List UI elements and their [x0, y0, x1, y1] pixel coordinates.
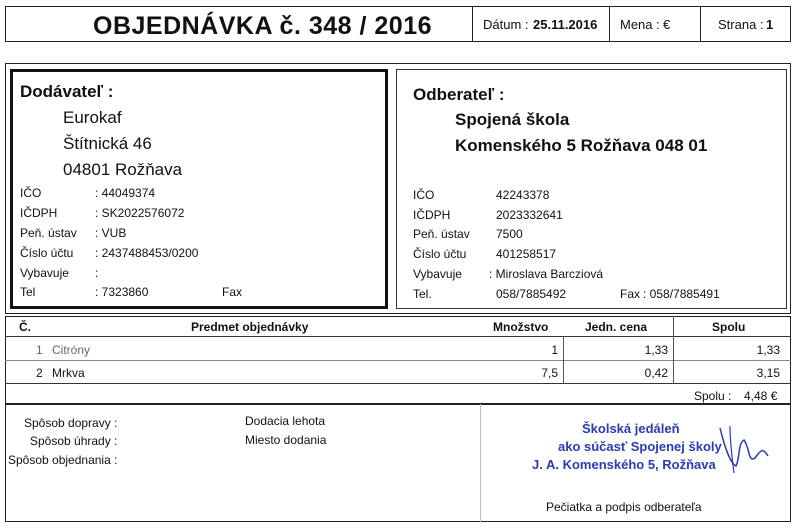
document-title: OBJEDNÁVKA č. 348 / 2016 [93, 12, 433, 40]
customer-contact-value: : Miroslava Barcziová [489, 267, 604, 281]
col-header-qty: Množstvo [493, 320, 549, 334]
currency-label: Mena : [620, 17, 660, 32]
row-2-price: 0,42 [644, 366, 668, 380]
supplier-ico-value: : 44049374 [95, 186, 156, 200]
customer-icdph-value: 2023332641 [496, 208, 563, 222]
page-label: Strana : [718, 17, 764, 32]
customer-bank-label: Peň. ústav [413, 227, 470, 241]
customer-address: Komenského 5 Rožňava 048 01 [455, 136, 708, 155]
customer-fax-label: Fax [620, 287, 641, 301]
date-value: 25.11.2016 [533, 17, 598, 32]
divider [609, 6, 610, 42]
stamp-line-2: ako súčasť Spojenej školy [558, 439, 722, 454]
row-2-qty: 7,5 [541, 366, 558, 380]
customer-ico-value: 42243378 [496, 188, 550, 202]
supplier-contact-label: Vybavuje [20, 266, 69, 280]
row-1-price: 1,33 [644, 343, 668, 357]
customer-bank-value: 7500 [496, 227, 523, 241]
col-divider [673, 316, 674, 383]
col-header-price: Jedn. cena [585, 320, 648, 334]
supplier-icdph-label: IČDPH [20, 206, 58, 220]
row-2-item: Mrkva [52, 366, 85, 380]
col-divider [563, 337, 564, 383]
supplier-contact-value: : [95, 266, 99, 280]
col-header-num: Č. [19, 320, 31, 334]
col-header-total: Spolu [712, 320, 746, 334]
customer-name: Spojená škola [455, 110, 570, 129]
signature-caption: Pečiatka a podpis odberateľa [546, 500, 702, 514]
customer-tel-value: 058/7885492 [496, 287, 567, 301]
supplier-tel-value: : 7323860 [95, 285, 149, 299]
supplier-street: Štítnická 46 [63, 134, 152, 153]
supplier-account-label: Číslo účtu [20, 246, 74, 260]
row-1-num: 1 [36, 343, 43, 357]
sum-label: Spolu : [694, 389, 732, 403]
supplier-account-value: : 2437488453/0200 [95, 246, 199, 260]
supplier-icdph-value: : SK2022576072 [95, 206, 185, 220]
supplier-city: 04801 Rožňava [63, 160, 183, 179]
row-rule [5, 383, 791, 384]
row-2-total: 3,15 [756, 366, 780, 380]
delivery-term-label: Dodacia lehota [245, 414, 326, 428]
customer-heading: Odberateľ : [413, 85, 505, 104]
sum-value: 4,48 € [744, 389, 778, 403]
supplier-fax-label: Fax [222, 285, 243, 299]
customer-ico-label: IČO [413, 188, 435, 202]
delivery-place-label: Miesto dodania [245, 433, 327, 447]
signature-scribble [700, 418, 780, 478]
divider [472, 6, 473, 42]
row-1-item: Citróny [52, 343, 91, 357]
supplier-name: Eurokaf [63, 108, 122, 127]
stamp-line-1: Školská jedáleň [582, 421, 680, 436]
divider [700, 6, 701, 42]
stamp-line-3: J. A. Komenského 5, Rožňava [532, 457, 716, 472]
customer-contact-label: Vybavuje [413, 267, 462, 281]
row-1-total: 1,33 [756, 343, 780, 357]
supplier-heading: Dodávateľ : [20, 82, 114, 101]
customer-account-label: Číslo účtu [413, 247, 467, 261]
payment-label: Spôsob úhrady : [30, 434, 118, 448]
customer-fax-value: : 058/7885491 [643, 287, 720, 301]
date-label: Dátum : [483, 17, 529, 32]
currency-value: € [663, 17, 671, 32]
supplier-ico-label: IČO [20, 186, 42, 200]
footer-divider [480, 404, 481, 522]
supplier-tel-label: Tel [20, 285, 36, 299]
customer-icdph-label: IČDPH [413, 208, 451, 222]
customer-tel-label: Tel. [413, 287, 432, 301]
row-2-num: 2 [36, 366, 43, 380]
customer-account-value: 401258517 [496, 247, 557, 261]
col-header-item: Predmet objednávky [191, 320, 309, 334]
transport-label: Spôsob dopravy : [24, 416, 118, 430]
page-value: 1 [766, 17, 774, 32]
row-1-qty: 1 [551, 343, 558, 357]
order-method-label: Spôsob objednania : [8, 453, 118, 467]
supplier-bank-value: : VUB [95, 226, 127, 240]
supplier-bank-label: Peň. ústav [20, 226, 77, 240]
